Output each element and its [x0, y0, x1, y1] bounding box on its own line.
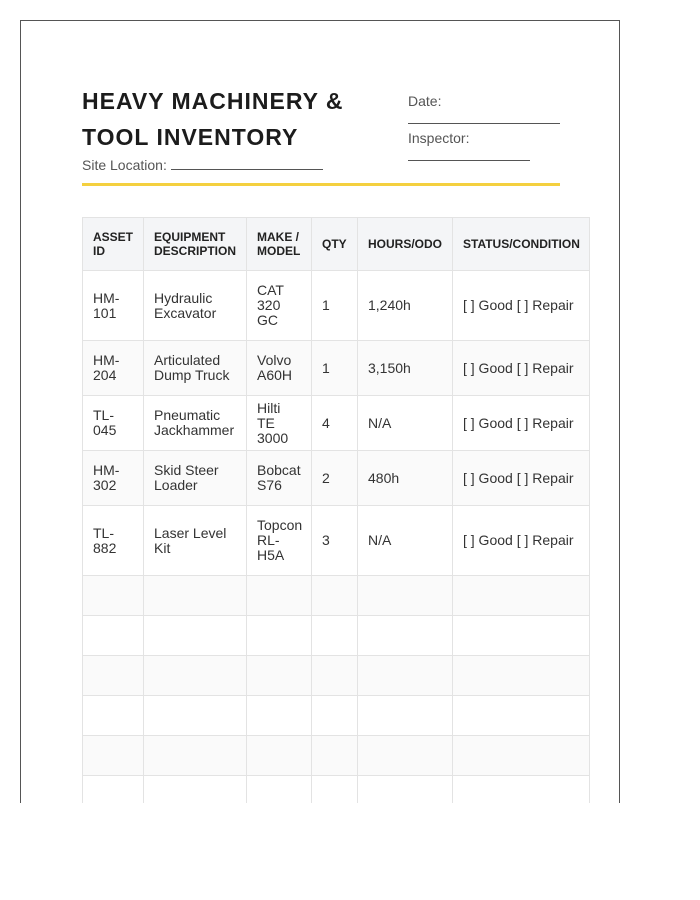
- column-header-qty: QTY: [312, 218, 358, 271]
- make-model-cell: Hilti TE 3000: [247, 396, 312, 451]
- inspector-field[interactable]: [408, 160, 530, 161]
- meta-fields: [408, 93, 568, 161]
- empty-cell[interactable]: [358, 576, 453, 616]
- site-location-label: Site Location:: [82, 157, 167, 173]
- asset-id-cell: HM-204: [83, 341, 144, 396]
- empty-cell[interactable]: [144, 576, 247, 616]
- empty-cell[interactable]: [247, 616, 312, 656]
- column-header-hours: HOURS/ODO: [358, 218, 453, 271]
- hours-cell: N/A: [358, 506, 453, 576]
- qty-cell: 3: [312, 506, 358, 576]
- table-row: [83, 451, 590, 506]
- make-model-cell: Bobcat S76: [247, 451, 312, 506]
- column-header-asset-id: ASSET ID: [83, 218, 144, 271]
- empty-cell[interactable]: [453, 616, 590, 656]
- table-header-row: [83, 218, 590, 271]
- hours-cell: 3,150h: [358, 341, 453, 396]
- empty-cell[interactable]: [83, 576, 144, 616]
- blank-table-row[interactable]: [83, 776, 590, 804]
- description-cell: Laser Level Kit: [144, 506, 247, 576]
- date-label: Date:: [408, 93, 442, 109]
- make-model-cell: CAT 320 GC: [247, 271, 312, 341]
- column-header-make-model: MAKE / MODEL: [247, 218, 312, 271]
- status-cell[interactable]: [ ] Good [ ] Repair: [453, 271, 590, 341]
- empty-cell[interactable]: [358, 736, 453, 776]
- asset-id-cell: TL-045: [83, 396, 144, 451]
- inventory-sheet: [20, 20, 620, 803]
- status-cell[interactable]: [ ] Good [ ] Repair: [453, 396, 590, 451]
- column-header-description: EQUIPMENT DESCRIPTION: [144, 218, 247, 271]
- empty-cell[interactable]: [312, 576, 358, 616]
- empty-cell[interactable]: [312, 696, 358, 736]
- hours-cell: 480h: [358, 451, 453, 506]
- qty-cell: 2: [312, 451, 358, 506]
- description-cell: Hydraulic Excavator: [144, 271, 247, 341]
- empty-cell[interactable]: [247, 776, 312, 804]
- hours-cell: N/A: [358, 396, 453, 451]
- blank-table-row[interactable]: [83, 656, 590, 696]
- empty-cell[interactable]: [453, 656, 590, 696]
- hours-cell: 1,240h: [358, 271, 453, 341]
- blank-table-row[interactable]: [83, 616, 590, 656]
- empty-cell[interactable]: [453, 736, 590, 776]
- empty-cell[interactable]: [83, 696, 144, 736]
- date-field[interactable]: [408, 123, 560, 124]
- empty-cell[interactable]: [312, 616, 358, 656]
- empty-cell[interactable]: [358, 656, 453, 696]
- empty-cell[interactable]: [247, 736, 312, 776]
- description-cell: Skid Steer Loader: [144, 451, 247, 506]
- inspector-label: Inspector:: [408, 130, 470, 146]
- empty-cell[interactable]: [83, 736, 144, 776]
- description-cell: Articulated Dump Truck: [144, 341, 247, 396]
- column-header-status: STATUS/CONDITION: [453, 218, 590, 271]
- site-location: [82, 155, 323, 173]
- empty-cell[interactable]: [83, 776, 144, 804]
- asset-id-cell: TL-882: [83, 506, 144, 576]
- empty-cell[interactable]: [358, 616, 453, 656]
- empty-cell[interactable]: [453, 696, 590, 736]
- table-row: [83, 341, 590, 396]
- make-model-cell: Topcon RL-H5A: [247, 506, 312, 576]
- empty-cell[interactable]: [312, 736, 358, 776]
- empty-cell[interactable]: [144, 696, 247, 736]
- asset-id-cell: HM-101: [83, 271, 144, 341]
- empty-cell[interactable]: [358, 776, 453, 804]
- empty-cell[interactable]: [144, 776, 247, 804]
- table-row: [83, 271, 590, 341]
- empty-cell[interactable]: [453, 576, 590, 616]
- empty-cell[interactable]: [453, 776, 590, 804]
- empty-cell[interactable]: [247, 656, 312, 696]
- description-cell: Pneumatic Jackhammer: [144, 396, 247, 451]
- blank-table-row[interactable]: [83, 696, 590, 736]
- status-cell[interactable]: [ ] Good [ ] Repair: [453, 341, 590, 396]
- empty-cell[interactable]: [83, 656, 144, 696]
- empty-cell[interactable]: [312, 776, 358, 804]
- empty-cell[interactable]: [83, 616, 144, 656]
- asset-id-cell: HM-302: [83, 451, 144, 506]
- blank-table-row[interactable]: [83, 736, 590, 776]
- empty-cell[interactable]: [247, 576, 312, 616]
- table-row: [83, 396, 590, 451]
- qty-cell: 1: [312, 271, 358, 341]
- empty-cell[interactable]: [247, 696, 312, 736]
- status-cell[interactable]: [ ] Good [ ] Repair: [453, 451, 590, 506]
- qty-cell: 1: [312, 341, 358, 396]
- qty-cell: 4: [312, 396, 358, 451]
- empty-cell[interactable]: [358, 696, 453, 736]
- empty-cell[interactable]: [144, 736, 247, 776]
- empty-cell[interactable]: [144, 616, 247, 656]
- empty-cell[interactable]: [144, 656, 247, 696]
- page-title: HEAVY MACHINERY & TOOL INVENTORY: [82, 88, 344, 150]
- header-divider: [82, 183, 560, 186]
- table-row: [83, 506, 590, 576]
- inventory-table: [82, 217, 590, 803]
- empty-cell[interactable]: [312, 656, 358, 696]
- make-model-cell: Volvo A60H: [247, 341, 312, 396]
- blank-table-row[interactable]: [83, 576, 590, 616]
- status-cell[interactable]: [ ] Good [ ] Repair: [453, 506, 590, 576]
- site-location-field[interactable]: [171, 155, 323, 170]
